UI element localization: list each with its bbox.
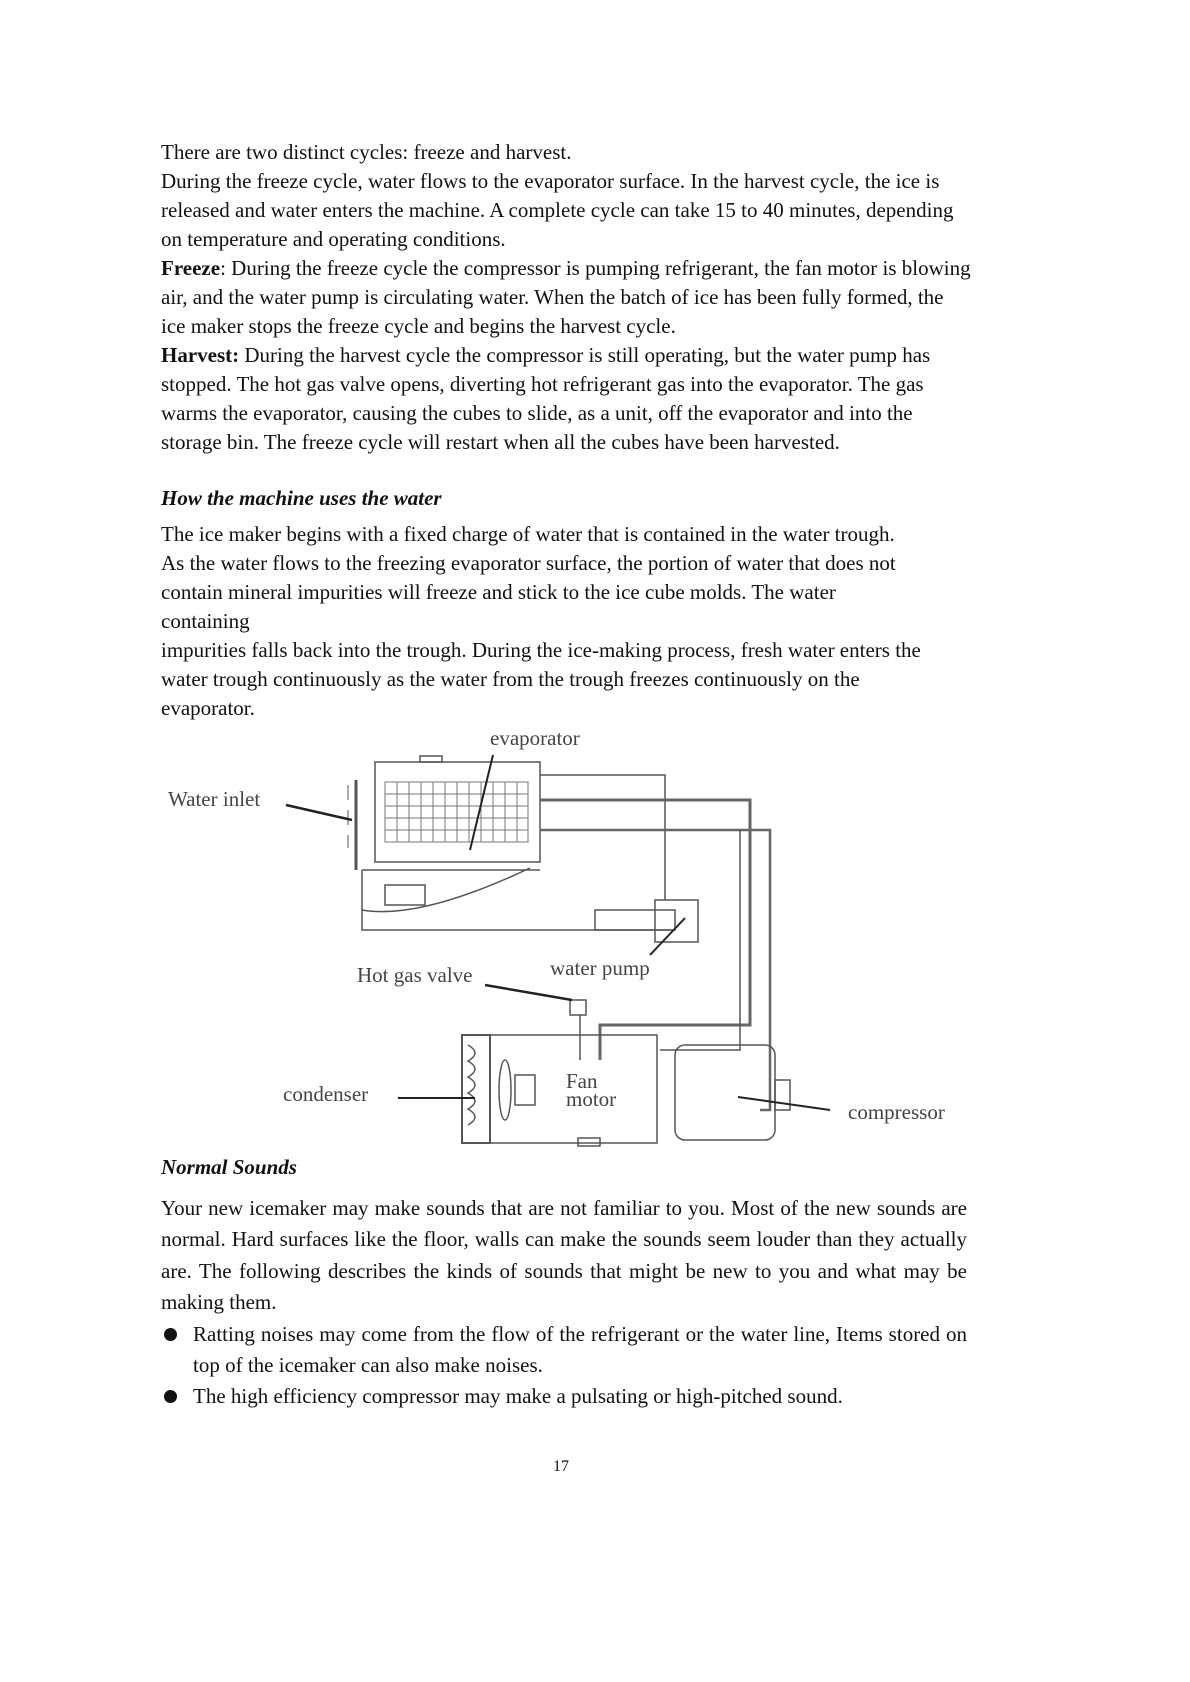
condenser <box>462 1035 490 1143</box>
bullet-icon <box>164 1390 177 1403</box>
intro-paragraph: During the freeze cycle, water flows to the evaporator surface. In the harvest cycle, the ice is released and water enters the machine. A complete cycle can take 15 to 40 minutes, depending on temperature and operating conditions. <box>161 169 954 251</box>
motor-label: motor <box>566 1087 617 1111</box>
water-pump <box>655 900 698 942</box>
fan-label: Fan <box>566 1069 598 1093</box>
page-number: 17 <box>553 1458 569 1475</box>
evaporator-grid <box>385 782 528 842</box>
compressor <box>675 1045 775 1140</box>
bullet-icon <box>164 1328 177 1341</box>
freeze-text: : During the freeze cycle the compressor is pumping refrigerant, the fan motor is blowing air, and the water pump is circulating water. When the batch of ice has been fully formed, the ice maker stops the freeze cycle and begins the harvest cycle. <box>161 256 971 338</box>
sounds-bullet <box>161 1381 967 1412</box>
sounds-paragraph: Your new icemaker may make sounds that are not familiar to you. Most of the new sounds are normal. Hard surfaces like the floor, walls can make the sounds seem louder than they actually are. The following describes the kinds of sounds that might be new to you and what may be making them. <box>161 1196 967 1314</box>
condenser-label: condenser <box>283 1082 369 1106</box>
water-paragraph-1: The ice maker begins with a fixed charge of water that is contained in the water trough. As the water flows to the freezing evaporator surface, the portion of water that does not contain mineral impurities will freeze and stick to the ice cube molds. The water containing <box>161 522 896 633</box>
freeze-label: Freeze <box>161 256 221 280</box>
hot-gas-valve-label: Hot gas valve <box>357 963 473 987</box>
harvest-label: Harvest: <box>161 343 240 367</box>
intro-line: There are two distinct cycles: freeze and harvest. <box>161 140 572 164</box>
water-heading: How the machine uses the water <box>161 486 442 510</box>
compressor-label: compressor <box>848 1100 945 1124</box>
water-pump-label: water pump <box>550 956 650 980</box>
bullet-text: The high efficiency compressor may make a pulsating or high-pitched sound. <box>193 1384 843 1408</box>
water-paragraph-2: impurities falls back into the trough. During the ice-making process, fresh water enters the water trough continuously as the water from the trough freezes continuously on the evaporator. <box>161 638 921 720</box>
sounds-bullet <box>161 1319 967 1381</box>
condenser-fan-box <box>462 1035 657 1143</box>
bullet-text: Ratting noises may come from the flow of the refrigerant or the water line, Items stored on top of the icemaker can also make noises. <box>193 1322 967 1377</box>
harvest-text: During the harvest cycle the compressor is still operating, but the water pump has stopped. The hot gas valve opens, diverting hot refrigerant gas into the evaporator. The gas warms the evaporator, causing the cubes to slide, as a unit, off the evaporator and into the storage bin. The freeze cycle will restart when all the cubes have been harvested. <box>161 343 931 454</box>
water-inlet-label: Water inlet <box>168 787 261 811</box>
sounds-heading: Normal Sounds <box>161 1155 297 1179</box>
evaporator-label: evaporator <box>490 726 580 750</box>
